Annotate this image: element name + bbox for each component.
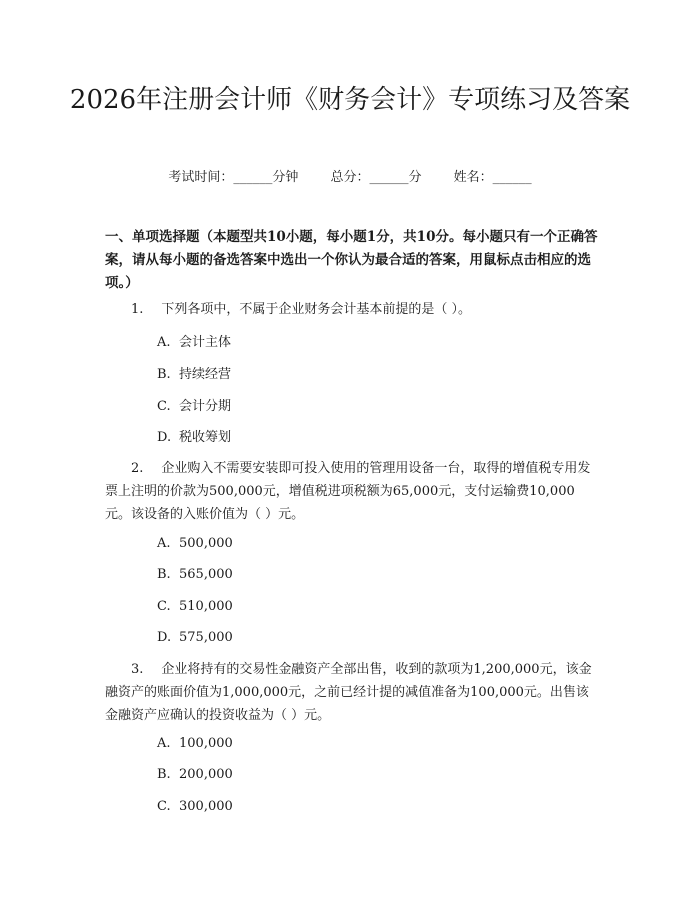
option-3a[interactable]	[157, 735, 233, 753]
question-2	[105, 457, 599, 526]
option-text: 税收筹划	[179, 430, 232, 445]
option-2b[interactable]	[157, 566, 233, 584]
option-text: 会计分期	[179, 399, 232, 414]
option-3c[interactable]	[157, 798, 233, 816]
option-letter: B.	[157, 567, 171, 582]
option-letter: A.	[157, 536, 171, 551]
option-1a[interactable]	[157, 334, 231, 352]
option-letter: C.	[157, 399, 171, 414]
question-3	[105, 658, 599, 727]
option-3b[interactable]	[157, 766, 233, 784]
option-1b[interactable]	[157, 366, 231, 384]
option-letter: C.	[157, 599, 171, 614]
question-1	[105, 298, 599, 321]
option-letter: A.	[157, 736, 171, 751]
exam-info	[0, 169, 700, 187]
option-letter: D.	[157, 430, 172, 445]
question-number: 3.	[131, 662, 144, 677]
question-text: 下列各项中，不属于企业财务会计基本前提的是（ ）。	[161, 302, 472, 317]
question-number: 2.	[131, 461, 144, 476]
exam-score: 总分：______分	[330, 170, 422, 185]
question-text: 企业将持有的交易性金融资产全部出售，收到的款项为1,200,000元，该金融资产的账面价值为1,000,000元，之前已经计提的减值准备为100,000元。出售该金融资产应确认的投资收益为（ ）元。	[105, 662, 592, 723]
option-letter: C.	[157, 799, 171, 814]
option-2c[interactable]	[157, 598, 233, 616]
question-text: 企业购入不需要安装即可投入使用的管理用设备一台，取得的增值税专用发票上注明的价款为500,000元，增值税进项税额为65,000元，支付运输费10,000元。该设备的入账价值为（ ）元。	[105, 461, 591, 522]
exam-time: 考试时间：______分钟	[168, 170, 299, 185]
option-text: 500,000	[179, 536, 233, 551]
option-text: 575,000	[179, 630, 233, 645]
option-1c[interactable]	[157, 398, 231, 416]
option-2a[interactable]	[157, 535, 233, 553]
section-heading: 一、单项选择题（本题型共10小题，每小题1分，共10分。每小题只有一个正确答案，请从每小题的备选答案中选出一个你认为最合适的答案，用鼠标点击相应的选项。）	[105, 229, 598, 291]
option-text: 200,000	[179, 767, 233, 782]
question-number: 1.	[131, 302, 144, 317]
option-text: 510,000	[179, 599, 233, 614]
option-text: 会计主体	[179, 335, 232, 350]
option-letter: D.	[157, 630, 172, 645]
option-2d[interactable]	[157, 629, 233, 647]
exam-name: 姓名：______	[453, 170, 532, 185]
page-title: 2026年注册会计师《财务会计》专项练习及答案	[69, 85, 631, 115]
option-text: 300,000	[179, 799, 233, 814]
option-text: 持续经营	[179, 367, 232, 382]
option-letter: B.	[157, 767, 171, 782]
option-text: 100,000	[179, 736, 233, 751]
option-letter: A.	[157, 335, 171, 350]
option-letter: B.	[157, 367, 171, 382]
option-1d[interactable]	[157, 429, 231, 447]
option-text: 565,000	[179, 567, 233, 582]
